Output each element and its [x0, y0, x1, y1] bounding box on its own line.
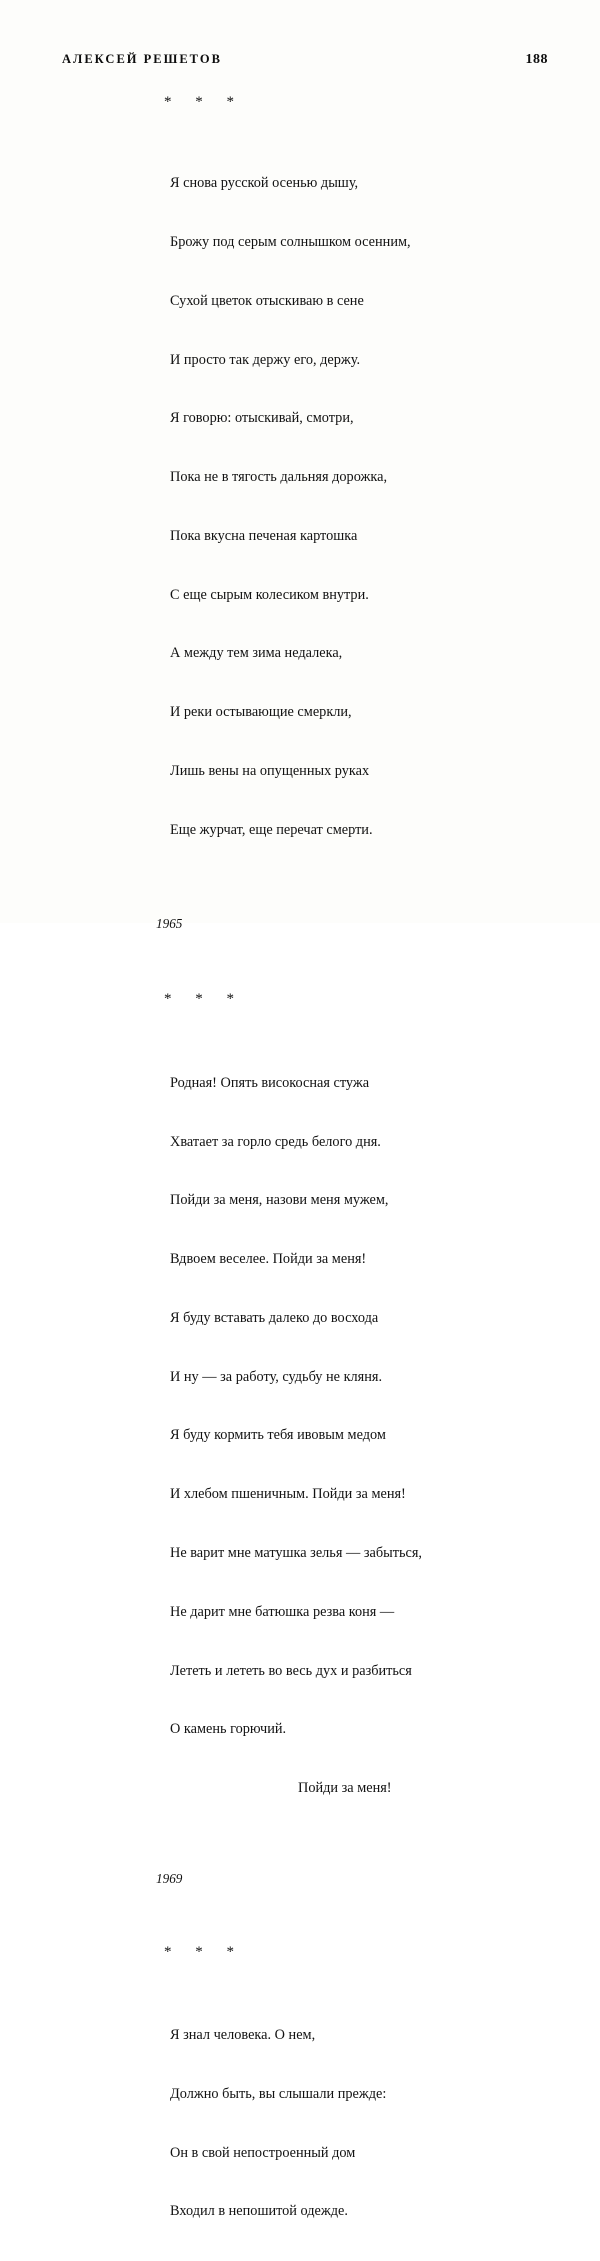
poem-body [160, 1987, 560, 2261]
verse-line: Не дарит мне батюшка резва коня — [170, 1603, 395, 1620]
verse-line: Лететь и лететь во весь дух и разбиться [170, 1662, 412, 1679]
verse-line: Хватает за горло средь белого дня. [170, 1133, 381, 1150]
verse-line: Я знал человека. О нем, [170, 2027, 316, 2044]
page-number: 188 [525, 52, 548, 67]
verse-line-refrain: Пойди за меня! [298, 1780, 392, 1797]
verse-line: Вдвоем веселее. Пойди за меня! [170, 1251, 367, 1268]
verse-line: Я говорю: отыскивай, смотри, [170, 410, 354, 427]
poem-year: 1965 [156, 915, 183, 931]
poem-separator: * * * [164, 1943, 244, 1960]
verse-line: Пока не в тягость дальняя дорожка, [170, 469, 388, 486]
verse-line: И реки остывающие смеркли, [170, 704, 352, 721]
poem-body [160, 1035, 560, 1838]
verse-line: Не варит мне матушка зелья — забыться, [170, 1545, 422, 1561]
verse-line: Должно быть, вы слышали прежде: [170, 2085, 387, 2102]
poem-separator: * * * [164, 990, 244, 1007]
poem-separator: * * * [164, 94, 244, 110]
verse-line: Я буду вставать далеко до восхода [170, 1309, 379, 1326]
verse-line: Лишь вены на опущенных руках [170, 763, 370, 779]
verse-line: И ну — за работу, судьбу не кляня. [170, 1368, 383, 1385]
poem-block [160, 1945, 560, 2261]
text-column [156, 94, 560, 2261]
verse-line: Сухой цветок отыскиваю в сене [170, 292, 364, 309]
verse-line: Я буду кормить тебя ивовым медом [170, 1427, 386, 1444]
verse-line: Родная! Опять високосная стужа [170, 1074, 370, 1091]
verse-line: Входил в непошитой одежде. [170, 2203, 348, 2220]
page-header [62, 52, 548, 68]
verse-line: И хлебом пшеничным. Пойди за меня! [170, 1486, 406, 1503]
verse-line: О камень горючий. [170, 1721, 287, 1738]
poem-block [156, 94, 560, 932]
verse-line: Он в свой непостроенный дом [170, 2144, 356, 2161]
verse-line: С еще сырым колесиком внутри. [170, 586, 369, 603]
poem-block [156, 990, 560, 1887]
verse-line: Я снова русской осенью дышу, [170, 175, 359, 192]
verse-line: Брожу под серым солнышком осенним, [170, 233, 411, 250]
verse-line: А между тем зима недалека, [170, 645, 343, 662]
verse-line: Еще журчат, еще перечат смерти. [170, 821, 373, 838]
poem-year: 1969 [156, 1870, 183, 1886]
verse-line: И просто так держу его, держу. [170, 351, 361, 368]
verse-line: Пойди за меня, назови меня мужем, [170, 1192, 389, 1209]
verse-line: Пока вкусна печеная картошка [170, 527, 358, 544]
running-title: АЛЕКСЕЙ РЕШЕТОВ [62, 52, 222, 66]
poem-body [160, 135, 560, 880]
